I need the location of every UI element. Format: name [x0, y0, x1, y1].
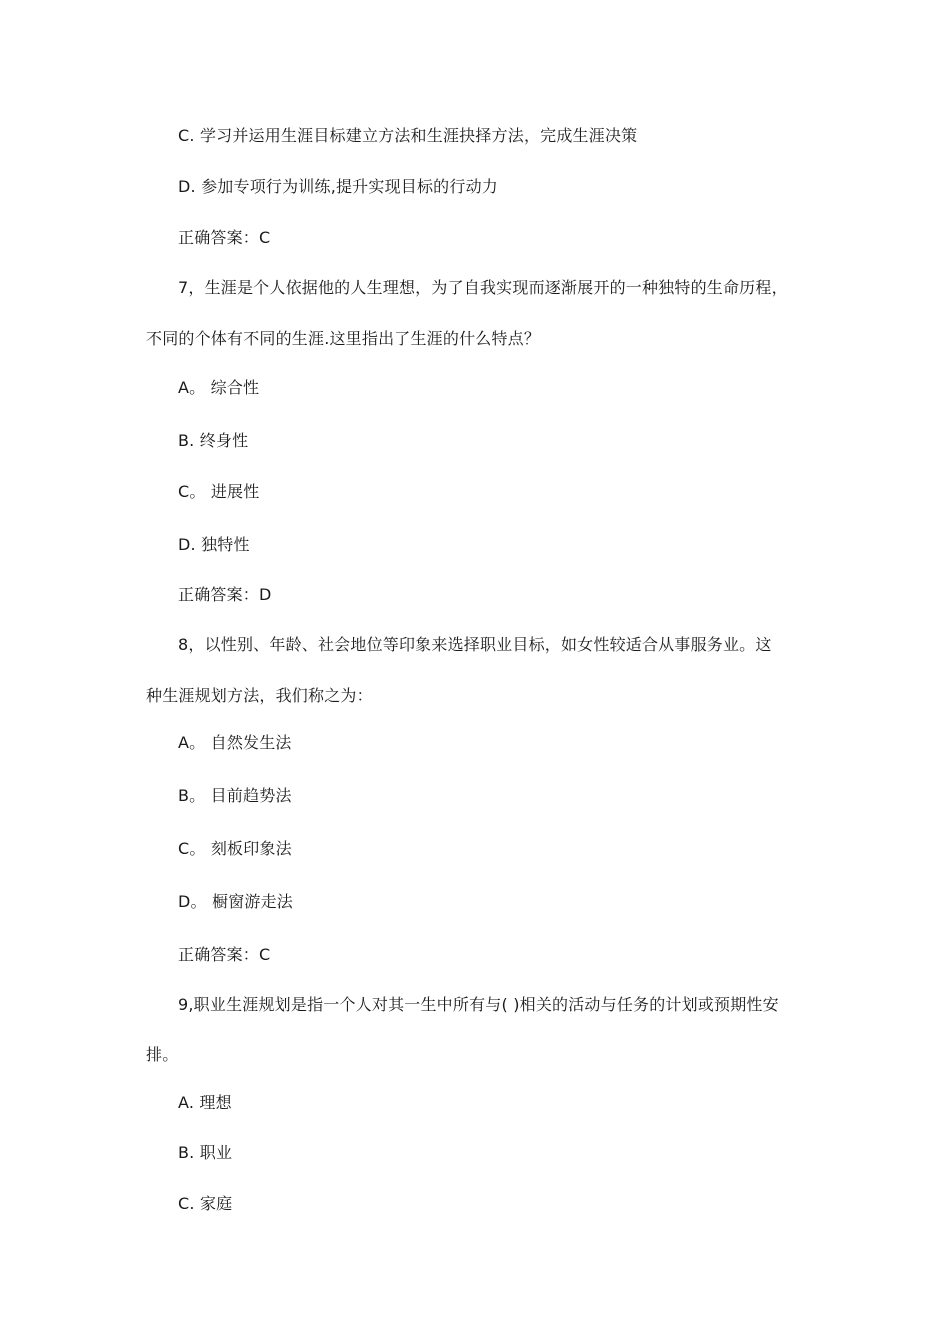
question-8-line-2: 种生涯规划方法，我们称之为：	[146, 686, 373, 705]
option-b-q8: B。 目前趋势法	[178, 786, 292, 805]
question-9-line-2: 排。	[146, 1045, 179, 1064]
option-d-q6: D. 参加专项行为训练,提升实现目标的行动力	[178, 177, 498, 196]
option-b-q9: B. 职业	[178, 1143, 233, 1162]
option-c-q6: C. 学习并运用生涯目标建立方法和生涯抉择方法，完成生涯决策	[178, 126, 638, 145]
option-c-q9: C. 家庭	[178, 1194, 233, 1213]
answer-q8: 正确答案：C	[178, 945, 271, 964]
answer-q6: 正确答案：C	[178, 228, 271, 247]
answer-q7: 正确答案：D	[178, 585, 272, 604]
option-b-q7: B. 终身性	[178, 431, 249, 450]
option-d-q7: D. 独特性	[178, 535, 250, 554]
option-d-q8: D。 橱窗游走法	[178, 892, 294, 911]
question-8-line-1: 8，以性别、年龄、社会地位等印象来选择职业目标，如女性较适合从事服务业。这	[178, 635, 772, 654]
question-7-line-1: 7，生涯是个人依据他的人生理想，为了自我实现而逐渐展开的一种独特的生命历程，	[178, 278, 788, 297]
question-9-line-1: 9,职业生涯规划是指一个人对其一生中所有与( )相关的活动与任务的计划或预期性安	[178, 995, 779, 1014]
question-7-line-2: 不同的个体有不同的生涯.这里指出了生涯的什么特点？	[146, 329, 541, 348]
option-c-q7: C。 进展性	[178, 482, 260, 501]
option-c-q8: C。 刻板印象法	[178, 839, 292, 858]
option-a-q7: A。 综合性	[178, 378, 260, 397]
option-a-q9: A. 理想	[178, 1093, 232, 1112]
option-a-q8: A。 自然发生法	[178, 733, 292, 752]
